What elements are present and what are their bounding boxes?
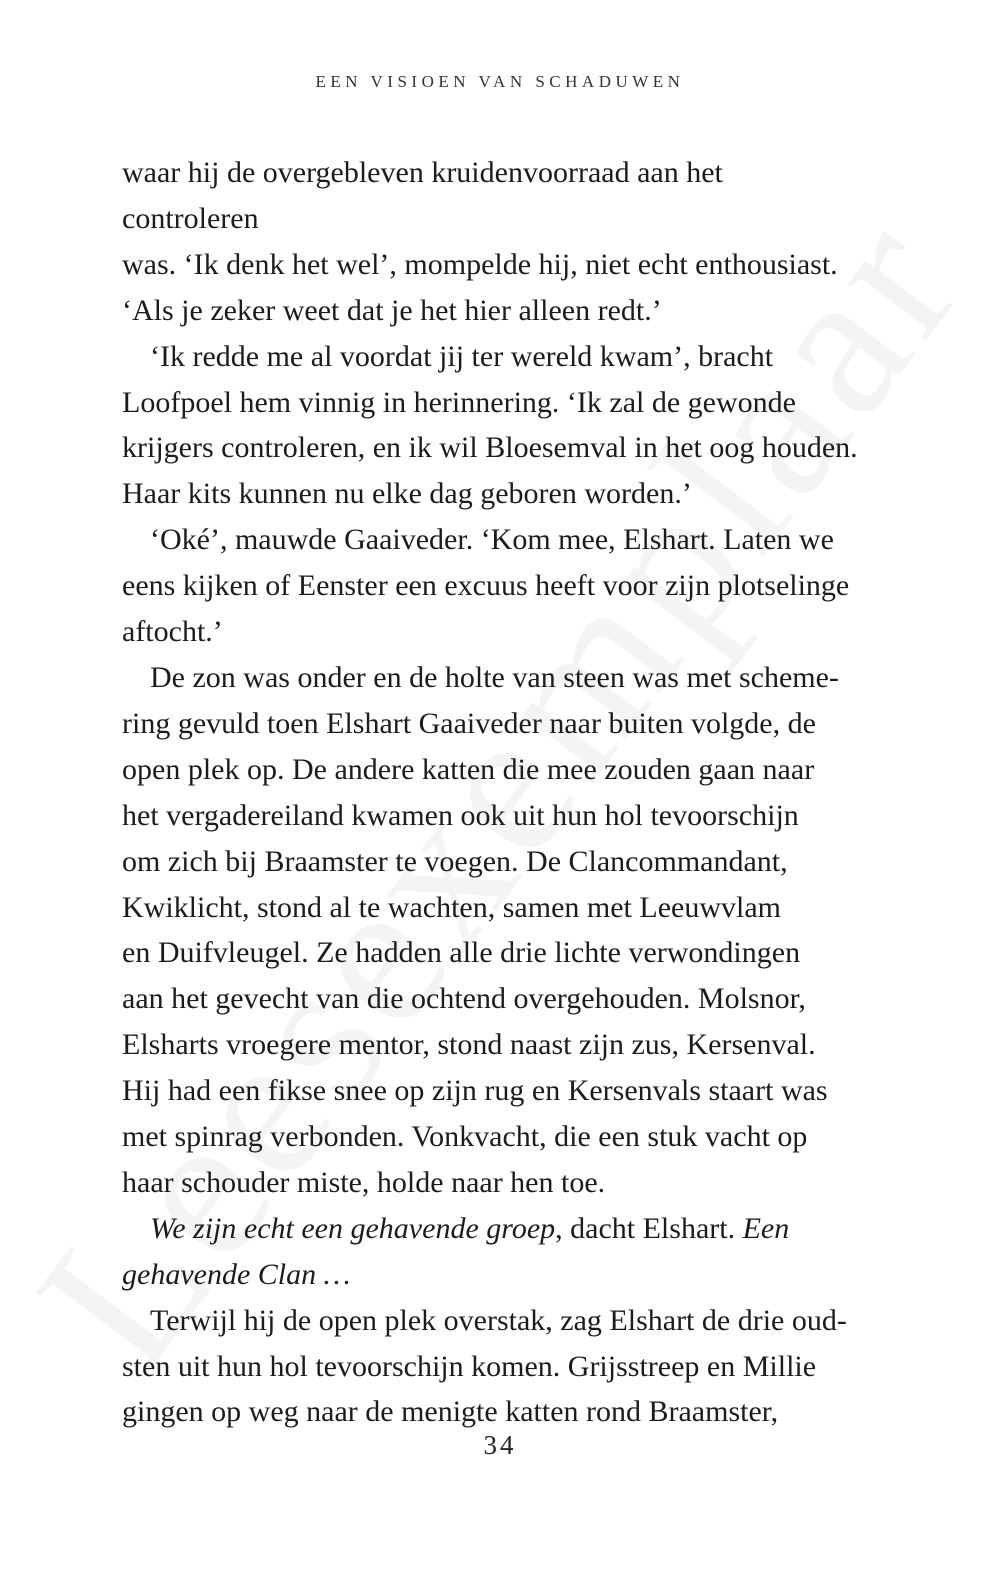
text-line: De zon was onder en de holte van steen was met scheme- xyxy=(150,660,839,694)
text-line: krijgers controleren, en ik wil Bloesemval in het oog houden. xyxy=(122,431,858,465)
text-run: , dacht Elshart. xyxy=(555,1211,743,1245)
paragraph-1 xyxy=(122,150,862,334)
paragraph-6 xyxy=(122,1298,862,1436)
text-line: eens kijken of Eenster een excuus heeft voor zijn plotselinge xyxy=(122,569,850,603)
text-line: gingen op weg naar de menigte katten rond Braamster, xyxy=(122,1395,779,1429)
italic-thought: gehavende Clan … xyxy=(122,1257,351,1291)
text-line: open plek op. De andere katten die mee zouden gaan naar xyxy=(122,752,815,786)
text-line: ‘Oké’, mauwde Gaaiveder. ‘Kom mee, Elshart. Laten we xyxy=(150,523,834,557)
text-line: Kwiklicht, stond al te wachten, samen met Leeuwvlam xyxy=(122,890,781,924)
text-line: was. ‘Ik denk het wel’, mompelde hij, niet echt enthousiast. xyxy=(122,247,838,281)
text-line: aftocht.’ xyxy=(122,615,223,649)
body-text xyxy=(122,150,862,1435)
running-header-title: EEN VISIOEN VAN SCHADUWEN xyxy=(315,72,685,91)
paragraph-2 xyxy=(122,334,862,518)
text-line: om zich bij Braamster te voegen. De Clancommandant, xyxy=(122,844,788,878)
text-line: waar hij de overgebleven kruidenvoorraad aan het controleren xyxy=(122,156,723,235)
italic-thought: Een xyxy=(742,1211,790,1245)
text-line: en Duifvleugel. Ze hadden alle drie lichte verwondingen xyxy=(122,936,801,970)
text-line: ‘Als je zeker weet dat je het hier alleen redt.’ xyxy=(122,293,662,327)
paragraph-5-thought xyxy=(122,1206,862,1298)
text-line: Hij had een fikse snee op zijn rug en Kersenvals staart was xyxy=(122,1074,828,1108)
text-line: Elsharts vroegere mentor, stond naast zijn zus, Kersenval. xyxy=(122,1028,816,1062)
text-line: sten uit hun hol tevoorschijn komen. Grijsstreep en Millie xyxy=(122,1349,817,1383)
text-line: het vergadereiland kwamen ook uit hun hol tevoorschijn xyxy=(122,798,799,832)
text-line: met spinrag verbonden. Vonkvacht, die een stuk vacht op xyxy=(122,1120,808,1154)
text-line: Loofpoel hem vinnig in herinnering. ‘Ik zal de gewonde xyxy=(122,385,796,419)
page-number: 34 xyxy=(483,1430,517,1460)
paragraph-3 xyxy=(122,517,862,655)
italic-thought: We zijn echt een gehavende groep xyxy=(150,1211,556,1245)
paragraph-4 xyxy=(122,655,862,1206)
text-line: Haar kits kunnen nu elke dag geboren worden.’ xyxy=(122,477,692,511)
text-line: haar schouder miste, holde naar hen toe. xyxy=(122,1165,606,1199)
text-line: ‘Ik redde me al voordat jij ter wereld kwam’, bracht xyxy=(150,339,774,373)
text-line: aan het gevecht van die ochtend overgehouden. Molsnor, xyxy=(122,982,806,1016)
text-line: ring gevuld toen Elshart Gaaiveder naar buiten volgde, de xyxy=(122,706,816,740)
text-line: Terwijl hij de open plek overstak, zag Elshart de drie oud- xyxy=(150,1303,847,1337)
